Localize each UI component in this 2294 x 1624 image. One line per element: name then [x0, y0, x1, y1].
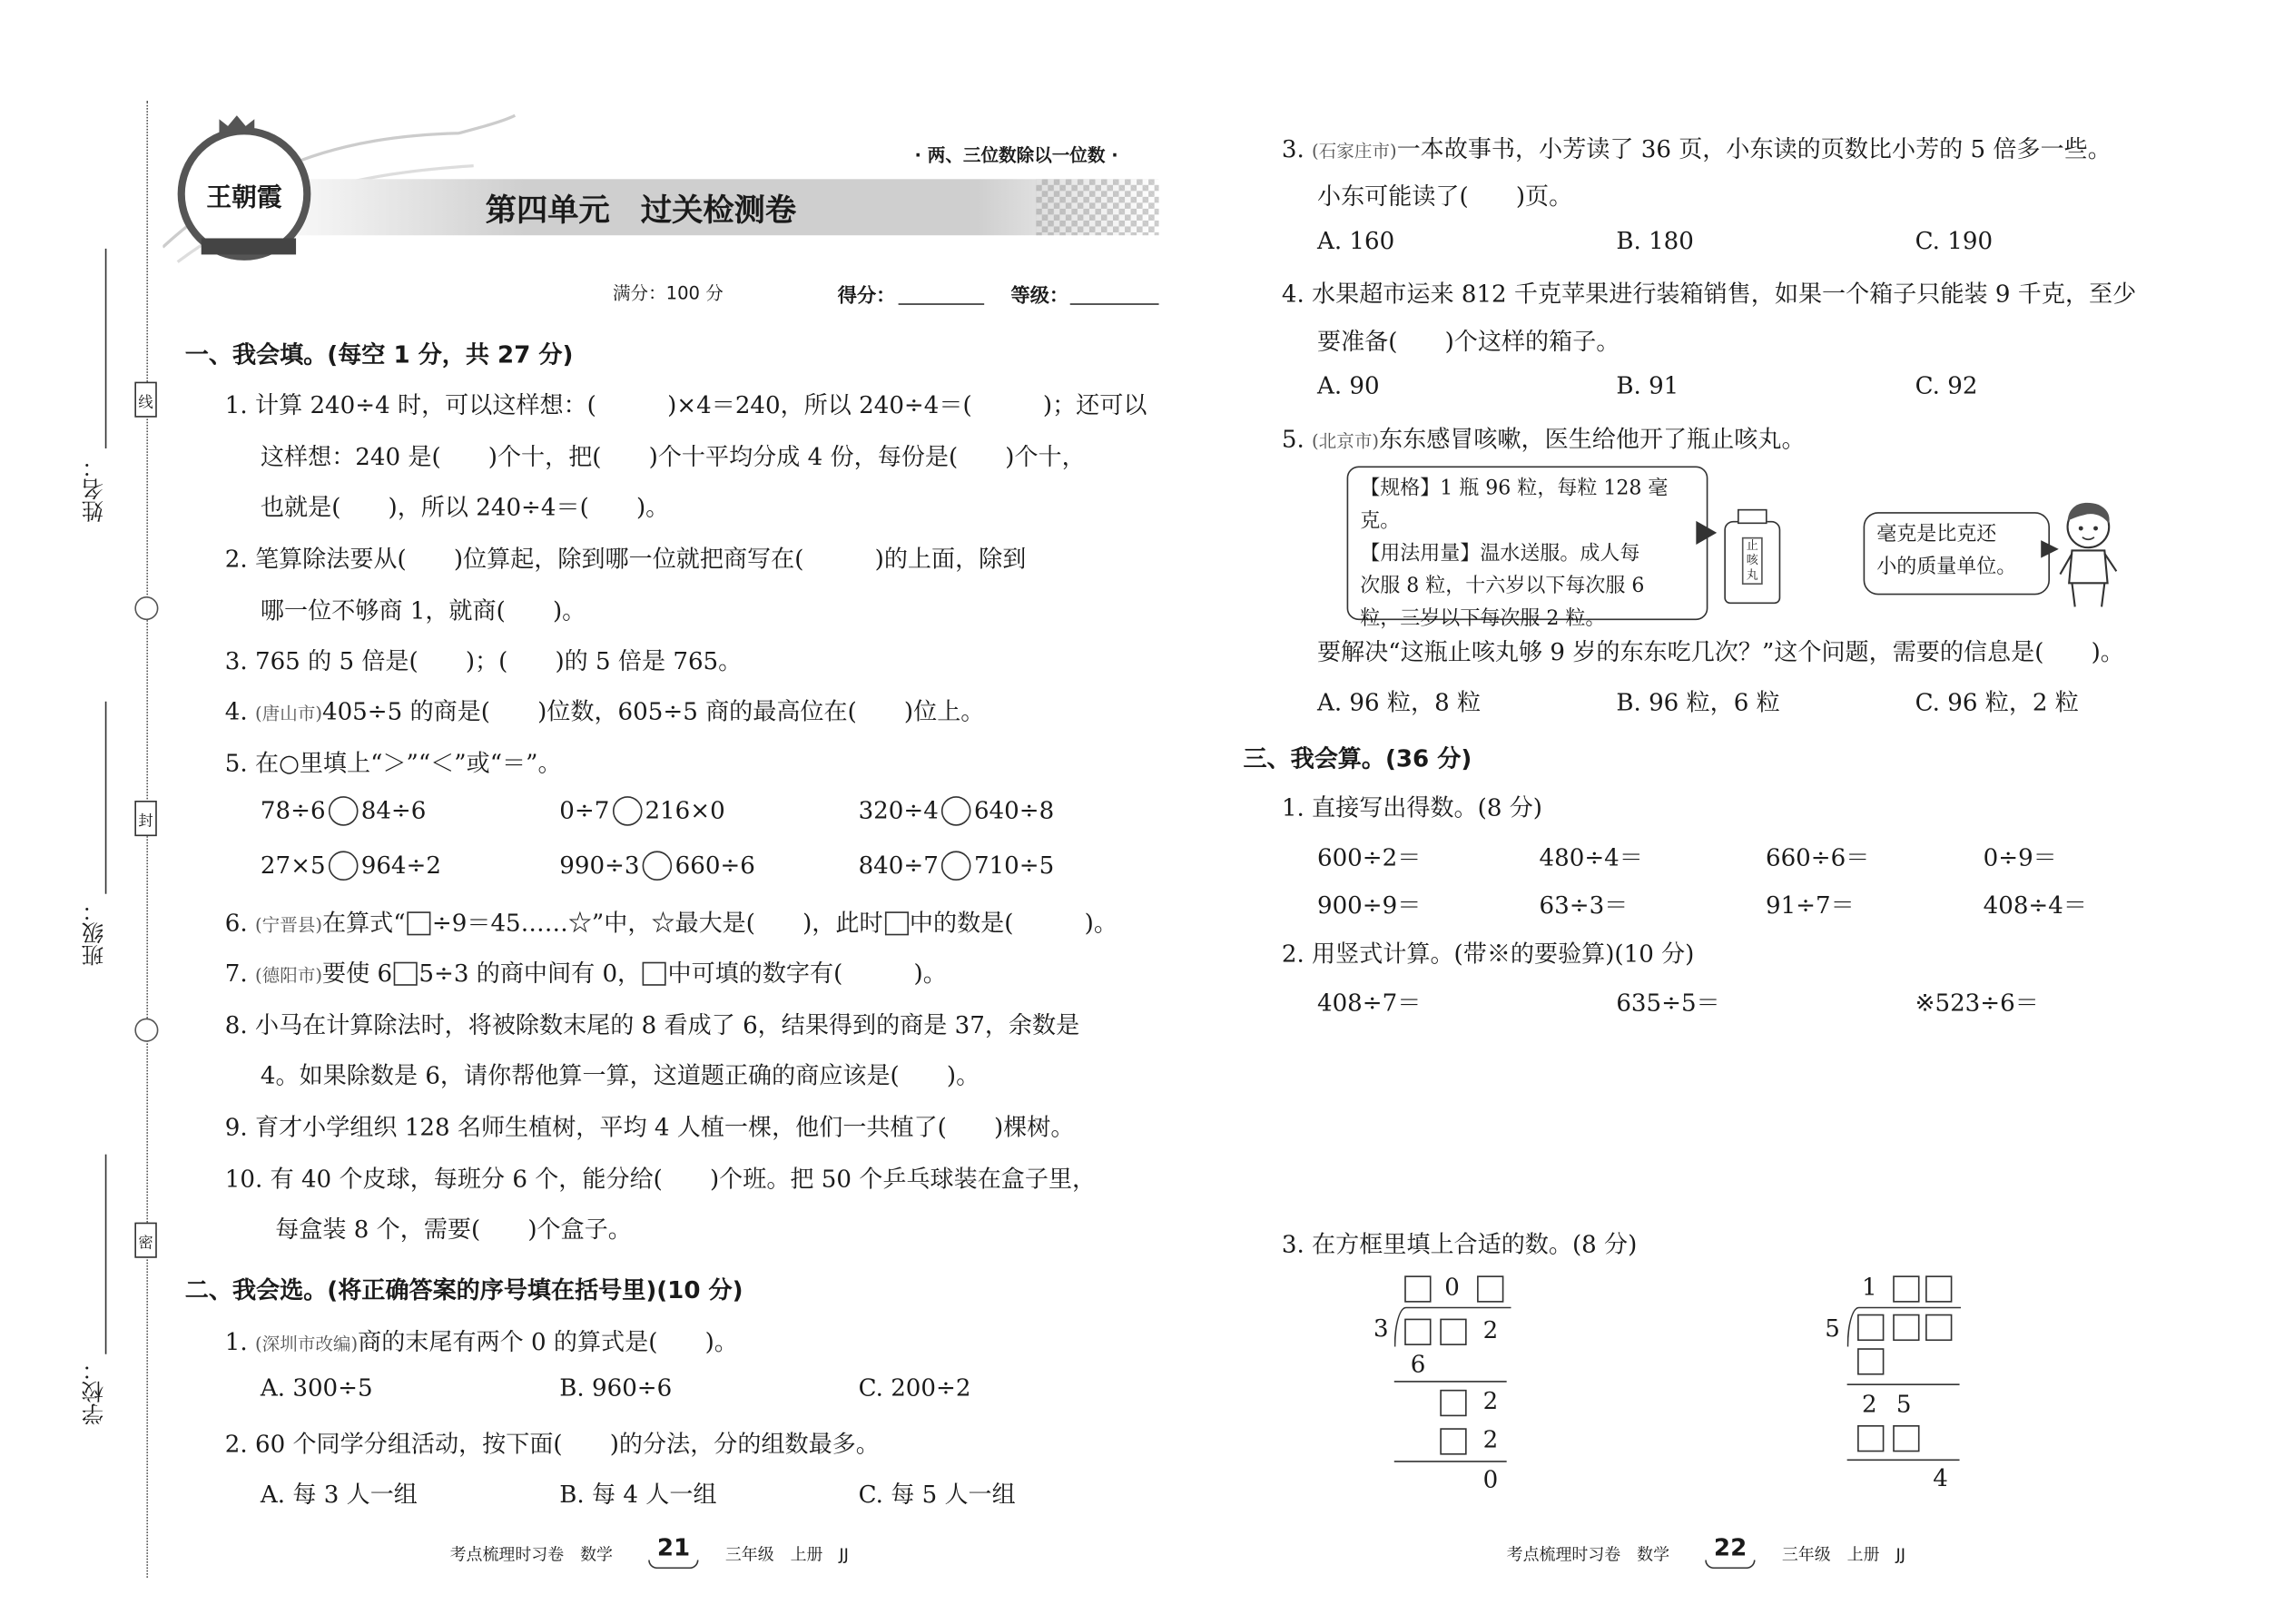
compare-item: [261, 851, 441, 881]
s2-q1-cite: (深圳市改编): [255, 1333, 359, 1354]
s2-q5-num: 5.: [1281, 424, 1305, 453]
q10-line-2: 每盒装 8 个，需要( )个盒子。: [275, 1215, 632, 1244]
digit: 2 5: [1861, 1389, 1918, 1418]
class-label: 班级：: [80, 900, 107, 967]
info-line: 粒，三岁以下每次服 2 粒。: [1360, 606, 1606, 631]
blank-box[interactable]: [1404, 1275, 1431, 1302]
section-2-heading: 二、我会选。(将正确答案的序号填在括号里)(10 分): [184, 1275, 743, 1304]
compare-left: 840÷7: [858, 851, 939, 880]
q2-line-2: 哪一位不够商 1，就商( )。: [260, 596, 586, 625]
s2-q1-num: 1.: [224, 1327, 248, 1356]
division-line: [1394, 1381, 1507, 1383]
compare-left: 78÷6: [260, 796, 326, 825]
bottle-label: 止咳丸: [1742, 537, 1763, 585]
speech-line: 毫克是比克还: [1876, 522, 1997, 546]
divisor: 5: [1825, 1314, 1840, 1343]
q6-cite: (宁晋县): [255, 914, 322, 936]
oral-calc-item: 660÷6＝: [1765, 843, 1870, 872]
compare-circle[interactable]: [329, 851, 359, 881]
compare-item: [559, 796, 724, 826]
school-label: 学校：: [80, 1358, 107, 1426]
option-c[interactable]: C. 200÷2: [858, 1373, 971, 1402]
oral-calc-item: 900÷9＝: [1316, 891, 1422, 920]
page-number: 21: [656, 1533, 691, 1561]
boy-illustration-icon: [2054, 497, 2122, 610]
q8-line-2: 4。如果除数是 6，请你帮他算一算，这道题正确的商应该是( )。: [260, 1060, 980, 1089]
compare-right: 640÷8: [973, 796, 1055, 825]
q4-text: [225, 693, 985, 726]
compare-circle[interactable]: [941, 851, 971, 881]
q2-line-1: 2. 笔算除法要从( )位算起，除到哪一位就把商写在( )的上面，除到: [224, 544, 1027, 573]
q9-text: 9. 育才小学组织 128 名师生植树，平均 4 人植一棵，他们一共植了( )棵树。: [224, 1113, 1075, 1141]
q6-num: 6.: [224, 909, 248, 937]
digit: 2: [1482, 1315, 1499, 1344]
q6-text: [225, 904, 1117, 938]
school-field[interactable]: [105, 1155, 107, 1354]
compare-item: [859, 796, 1055, 826]
binding-tag-seal: 封: [134, 801, 156, 836]
option-a[interactable]: A. 160: [1316, 226, 1395, 255]
q4-cite: (唐山市): [255, 703, 322, 724]
compare-left: 27×5: [260, 851, 326, 880]
info-line: 次服 8 粒，十六岁以下每次服 6: [1360, 574, 1645, 598]
s2-q4-line-1: 4. 水果超市运来 812 千克苹果进行装箱销售，如果一个箱子只能装 9 千克，至少: [1281, 280, 2137, 309]
compare-left: 990÷3: [559, 851, 640, 880]
speech-line: 小的质量单位。: [1876, 555, 2017, 579]
s2-q5-question: 要解决“这瓶止咳丸够 9 岁的东东吃几次？”这个问题，需要的信息是( )。: [1316, 637, 2124, 666]
s2-q1-body: 商的末尾有两个 0 的算式是( )。: [358, 1327, 738, 1356]
digit: 2: [1482, 1386, 1499, 1415]
class-field[interactable]: [105, 702, 107, 894]
option-a[interactable]: A. 300÷5: [260, 1373, 373, 1402]
s2-q3-cite: (石家庄市): [1312, 140, 1397, 162]
option-c[interactable]: C. 190: [1915, 226, 1994, 255]
remainder: 4: [1933, 1463, 1948, 1492]
name-field[interactable]: [105, 249, 107, 448]
oral-calc-item: 91÷7＝: [1765, 891, 1855, 920]
blank-box[interactable]: [1893, 1275, 1919, 1302]
full-score: 满分：100 分: [612, 282, 724, 304]
page-title: 第四单元 过关检测卷: [485, 192, 797, 229]
s2-q3-line-1: [1282, 130, 2112, 163]
section-1-heading: 一、我会填。(每空 1 分，共 27 分): [184, 340, 574, 369]
page-number: 22: [1713, 1533, 1748, 1561]
digit: 1: [1861, 1273, 1877, 1302]
topic-label: · 两、三位数除以一位数 ·: [914, 144, 1118, 166]
blank-box[interactable]: [1925, 1314, 1952, 1341]
blank-box[interactable]: [1440, 1319, 1466, 1345]
s2-q5-text: [1282, 420, 1806, 454]
blank-box[interactable]: [1440, 1428, 1466, 1454]
q7-cite: (德阳市): [255, 964, 322, 986]
oral-calc-item: 600÷2＝: [1316, 843, 1422, 872]
q1-line-1: 1. 计算 240÷4 时，可以这样想：( )×4＝240，所以 240÷4＝( )；还可以: [224, 390, 1147, 419]
q4-body: 405÷5 的商是( )位数，605÷5 商的最高位在( )位上。: [321, 696, 985, 725]
s2-q4-line-2: 要准备( )个这样的箱子。: [1316, 327, 1620, 356]
logo-ribbon: [202, 238, 296, 254]
q7-part-c: 中可填的数字有( )。: [667, 959, 947, 988]
q7-part-b: 5÷3 的商中间有 0，: [418, 959, 642, 988]
q6-part-c: 中的数是( )。: [909, 909, 1117, 937]
compare-right: 84÷6: [360, 796, 427, 825]
compare-circle[interactable]: [329, 796, 359, 826]
q4-num: 4.: [224, 696, 248, 725]
s3-q3-text: 3. 在方框里填上合适的数。(8 分): [1281, 1229, 1638, 1258]
score-field[interactable]: [899, 303, 985, 305]
option-c[interactable]: C. 96 粒，2 粒: [1915, 688, 2079, 717]
blank-box[interactable]: [394, 962, 418, 986]
blank-box[interactable]: [407, 911, 430, 935]
blank-box[interactable]: [1440, 1390, 1466, 1416]
q1-line-3: 也就是( )，所以 240÷4＝( )。: [260, 492, 670, 521]
footer-book: 考点梳理时习卷 数学: [1506, 1545, 1670, 1565]
compare-circle[interactable]: [613, 796, 643, 826]
blank-box[interactable]: [1893, 1314, 1919, 1341]
bottle-cap: [1738, 509, 1767, 524]
binding-tag-secret: 密: [134, 1223, 156, 1258]
compare-circle[interactable]: [941, 796, 971, 826]
s2-q3-body: 一本故事书，小芳读了 36 页，小东读的页数比小芳的 5 倍多一些。: [1396, 134, 2112, 163]
blank-box[interactable]: [1857, 1425, 1884, 1452]
division-line: [1847, 1383, 1960, 1385]
option-b[interactable]: B. 180: [1616, 226, 1694, 255]
compare-left: 0÷7: [559, 796, 610, 825]
medicine-info-bubble: [1347, 467, 1708, 631]
boy-speech-bubble: [1864, 512, 2050, 595]
division-line: [1394, 1461, 1507, 1462]
oral-calc-item: 480÷4＝: [1539, 843, 1643, 872]
blank-box[interactable]: [1893, 1425, 1919, 1452]
info-line: 【规格】1 瓶 96 粒，每粒 128 毫克。: [1360, 476, 1669, 533]
digit: 0: [1444, 1273, 1460, 1302]
option-a[interactable]: A. 每 3 人一组: [260, 1480, 418, 1509]
s3-q2-text: 2. 用竖式计算。(带※的要验算)(10 分): [1281, 940, 1695, 969]
option-c[interactable]: C. 每 5 人一组: [858, 1480, 1016, 1509]
footer-grade: 三年级 上册 JJ: [1781, 1545, 1906, 1565]
q1-line-2: 这样想：240 是( )个十，把( )个十平均分成 4 份，每份是( )个十，: [260, 442, 1086, 471]
compare-right: 660÷6: [674, 851, 755, 880]
q6-part-a: 在算式“: [321, 909, 406, 937]
binding-ring-icon: [134, 596, 158, 620]
compare-item: [261, 796, 426, 826]
checker-pattern: [1036, 179, 1158, 235]
blank-box[interactable]: [1857, 1314, 1884, 1341]
oral-calc-item: 0÷9＝: [1983, 843, 2057, 872]
blank-box[interactable]: [1477, 1275, 1503, 1302]
digit: 2: [1482, 1425, 1499, 1453]
digit: 6: [1410, 1349, 1426, 1378]
option-b[interactable]: B. 96 粒，6 粒: [1616, 688, 1780, 717]
page-number-bracket: [648, 1560, 698, 1569]
option-b[interactable]: B. 每 4 人一组: [559, 1480, 717, 1509]
vertical-calc-item: 635÷5＝: [1616, 989, 1720, 1018]
s2-q3-num: 3.: [1281, 134, 1305, 163]
name-label: 姓名：: [80, 456, 107, 523]
compare-right: 710÷5: [973, 851, 1055, 880]
blank-box[interactable]: [1857, 1348, 1884, 1374]
q7-part-a: 要使 6: [321, 959, 393, 988]
oral-calc-item: 408÷4＝: [1983, 891, 2087, 920]
footer-grade: 三年级 上册 JJ: [724, 1545, 849, 1565]
page-number-bracket: [1705, 1560, 1755, 1569]
grade-field[interactable]: [1070, 303, 1159, 305]
option-a[interactable]: A. 90: [1316, 371, 1380, 400]
divisor: 3: [1373, 1314, 1389, 1343]
info-line: 【用法用量】温水送服。成人每: [1360, 541, 1640, 566]
s2-q5-body: 东东感冒咳嗽，医生给他开了瓶止咳丸。: [1379, 424, 1806, 453]
option-b[interactable]: B. 960÷6: [559, 1373, 673, 1402]
blank-box[interactable]: [1404, 1319, 1431, 1345]
blank-box[interactable]: [884, 911, 908, 935]
compare-item: [859, 851, 1055, 881]
footer-book: 考点梳理时习卷 数学: [449, 1545, 613, 1565]
score-label: 得分：: [837, 285, 896, 309]
q6-part-b: ÷9＝45……☆”中，☆最大是( )，此时: [431, 909, 883, 937]
logo-text: 王朝霞: [206, 182, 282, 212]
compare-item: [559, 851, 755, 881]
oral-calc-item: 63÷3＝: [1539, 891, 1629, 920]
binding-tag-line: 线: [134, 382, 156, 418]
q8-line-1: 8. 小马在计算除法时，将被除数末尾的 8 看成了 6，结果得到的商是 37，余数是: [224, 1010, 1080, 1039]
q3-text: 3. 765 的 5 倍是( )；( )的 5 倍是 765。: [224, 646, 743, 675]
s2-q5-cite: (北京市): [1312, 430, 1380, 452]
compare-left: 320÷4: [858, 796, 939, 825]
section-3-heading: 三、我会算。(36 分): [1243, 744, 1472, 773]
division-line: [1847, 1459, 1960, 1461]
s2-q3-line-2: 小东可能读了( )页。: [1316, 182, 1573, 211]
option-b[interactable]: B. 91: [1616, 371, 1679, 400]
binding-line: [146, 101, 148, 1578]
binding-ring-icon: [134, 1019, 158, 1042]
blank-box[interactable]: [1925, 1275, 1952, 1302]
q7-text: [225, 955, 947, 989]
compare-right: 216×0: [645, 796, 725, 825]
q10-line-1: 10. 有 40 个皮球，每班分 6 个，能分给( )个班。把 50 个乒乓球装在盒子里，: [224, 1165, 1097, 1194]
blank-box[interactable]: [643, 962, 666, 986]
grade-label: 等级：: [1010, 285, 1069, 309]
vertical-calc-item: ※523÷6＝: [1915, 989, 2039, 1018]
option-c[interactable]: C. 92: [1915, 371, 1978, 400]
s3-q1-text: 1. 直接写出得数。(8 分): [1281, 792, 1542, 822]
remainder: 0: [1482, 1465, 1499, 1493]
compare-right: 964÷2: [360, 851, 441, 880]
s2-q1-text: [225, 1324, 738, 1357]
option-a[interactable]: A. 96 粒，8 粒: [1316, 688, 1482, 717]
q7-num: 7.: [224, 959, 248, 988]
bubble-tail: [1696, 521, 1717, 545]
s2-q2-text: 2. 60 个同学分组活动，按下面( )的分法，分的组数最多。: [224, 1429, 880, 1458]
vertical-calc-item: 408÷7＝: [1316, 989, 1422, 1018]
medicine-bottle-icon: [1724, 521, 1780, 604]
q5-text: 5. 在○里填上“＞”“＜”或“＝”。: [224, 748, 562, 777]
compare-circle[interactable]: [643, 851, 673, 881]
